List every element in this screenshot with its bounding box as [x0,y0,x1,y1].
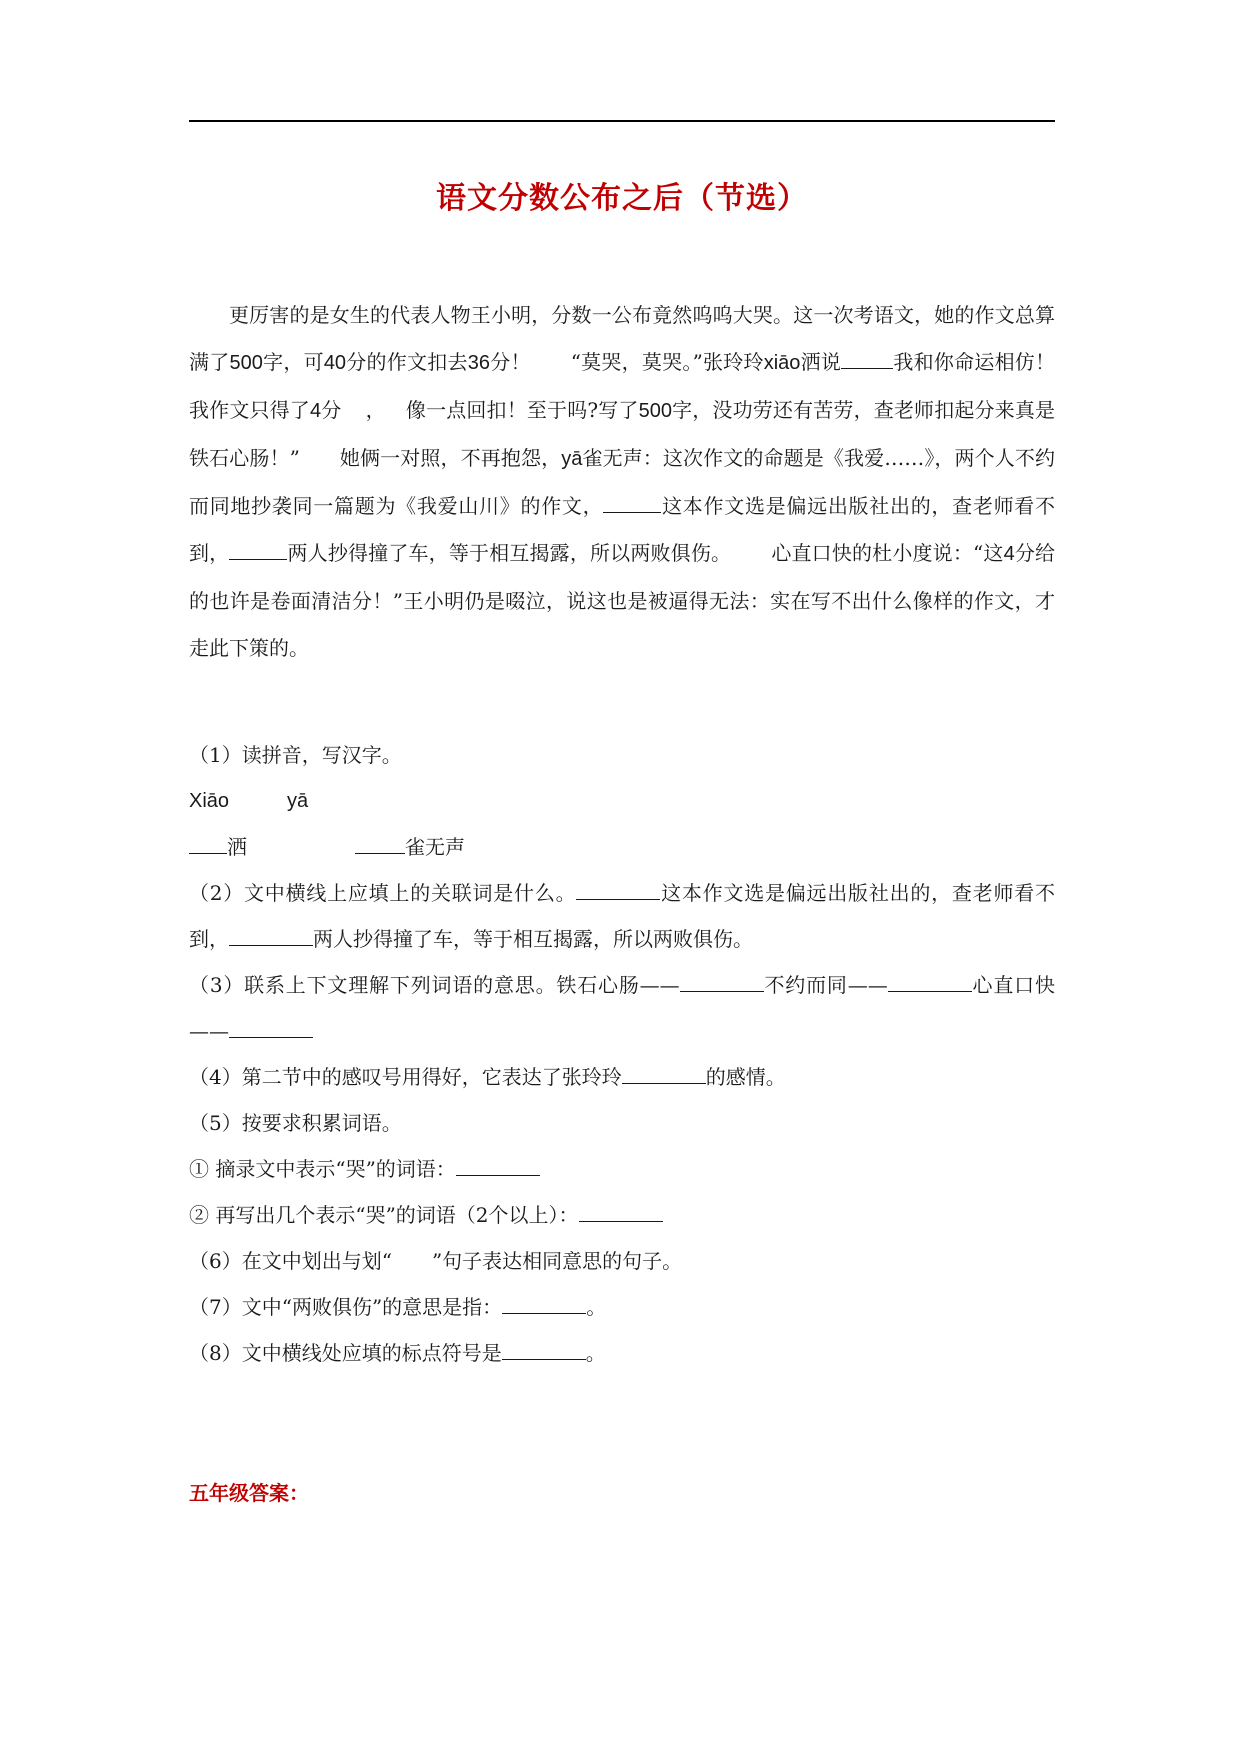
passage [189,292,1055,672]
fill-blank[interactable] [229,539,287,560]
question-text: 。 [585,1341,606,1365]
fill-blank[interactable] [680,971,764,992]
document-title: 语文分数公布之后（节选） [436,181,808,216]
fill-blank[interactable] [229,1017,313,1038]
passage-text: 雀无声：这次作文的命题是《我爱……》，两个人不约而同地抄袭同一篇题为《我爱山川》的作文， [189,446,1056,518]
question-7 [189,1284,1055,1330]
passage-number: 40 [323,352,347,374]
header-rule [189,120,1055,122]
fill-blank[interactable] [863,348,893,369]
pinyin-answer-row [189,824,1055,870]
fill-blank[interactable] [579,1201,663,1222]
question-text: 心直口快—— [189,973,1055,1043]
questions-section [189,732,1055,1376]
answer-section-label: 五年级答案： [189,1481,309,1505]
question-text: ① 摘录文中表示“哭”的词语： [189,1157,456,1181]
question-text: ② 再写出几个表示“哭”的词语（2个以上）： [189,1203,579,1227]
fill-blank[interactable] [841,348,863,369]
fill-blank[interactable] [355,833,405,854]
word-fragment: 洒 [227,835,247,859]
fill-blank[interactable] [622,1063,706,1084]
passage-text: 心直口快的杜小度说：“这 [771,541,1004,565]
question-5-1 [189,1146,1055,1192]
passage-number: 4 [309,400,322,422]
passage-text: 分！ [489,350,531,374]
question-5: （5）按要求积累词语。 [189,1111,402,1135]
passage-text: 字，没功劳还有苦劳，查老师扣起分来真是铁石心肠！” [189,398,1056,470]
word-fragment: 雀无声 [405,835,465,859]
pinyin-label: Xiāo [189,790,230,812]
fill-blank[interactable] [229,925,313,946]
passage-text: 洒说 [800,350,842,374]
passage-text: 更厉害的是女生的代表人物王小明，分数一公布竟然呜呜大哭。这一次考语文，她的作文总算满了 [189,303,1055,374]
passage-number: 36 [467,352,490,374]
passage-text: 分 [321,398,342,422]
passage-number: 500 [638,400,672,422]
question-5-2 [189,1192,1055,1238]
passage-text: ， [365,398,386,422]
question-text: （8）文中横线处应填的标点符号是 [189,1341,502,1365]
question-text: （3）联系上下文理解下列词语的意思。铁石心肠—— [189,973,680,997]
question-text: （4）第二节中的感叹号用得好，它表达了张玲玲 [189,1065,622,1089]
passage-text: “莫哭，莫哭。”张玲玲 [570,350,764,374]
question-6: （6）在文中划出与划“ ”句子表达相同意思的句子。 [189,1249,683,1273]
question-text: 不约而同—— [763,973,888,997]
passage-number: 500 [229,352,263,374]
fill-blank[interactable] [502,1293,586,1314]
passage-text: 字，可 [262,350,324,374]
fill-blank[interactable] [502,1339,586,1360]
passage-text: 这本作文选是偏远出版社出的，查老师看不到， [189,494,1056,565]
fill-blank[interactable] [888,971,972,992]
question-text: （7）文中“两败俱伤”的意思是指： [189,1295,503,1319]
passage-text: 分的作文扣去 [346,350,468,374]
question-text: 这本作文选是偏远出版社出的，查老师看不到， [189,881,1055,951]
question-text: 的感情。 [705,1065,786,1089]
fill-blank[interactable] [603,492,661,513]
passage-pinyin: xiāo [763,352,801,374]
passage-pinyin: yā [561,448,583,470]
pinyin-row [189,778,1055,824]
passage-text: 她俩一对照，不再抱怨， [339,446,562,470]
question-4 [189,1054,1055,1100]
passage-text: 我和你命运相仿！我作文只得了 [189,350,1056,422]
passage-text: 两人抄得撞了车，等于相互揭露，所以两败俱伤。 [287,541,732,565]
fill-blank[interactable] [456,1155,540,1176]
fill-blank[interactable] [576,879,660,900]
passage-text: 分给的也许是卷面清洁分！”王小明仍是啜泣，说这也是被逼得无法：实在写不出什么像样的作文，才走此下策的。 [189,541,1056,660]
question-text: 。 [586,1295,607,1319]
question-1: （1）读拼音，写汉字。 [189,743,402,767]
pinyin-label: yā [287,790,309,812]
question-2 [189,870,1055,962]
question-8 [189,1330,1055,1376]
question-text: 两人抄得撞了车，等于相互揭露，所以两败俱伤。 [313,927,753,951]
passage-text: 像一点回扣！至于吗?写了 [405,398,639,422]
passage-number: 4 [1003,543,1015,565]
document-content [189,292,1055,1376]
fill-blank[interactable] [189,833,227,854]
question-3 [189,962,1055,1054]
question-text: （2）文中横线上应填上的关联词是什么。 [189,881,577,905]
